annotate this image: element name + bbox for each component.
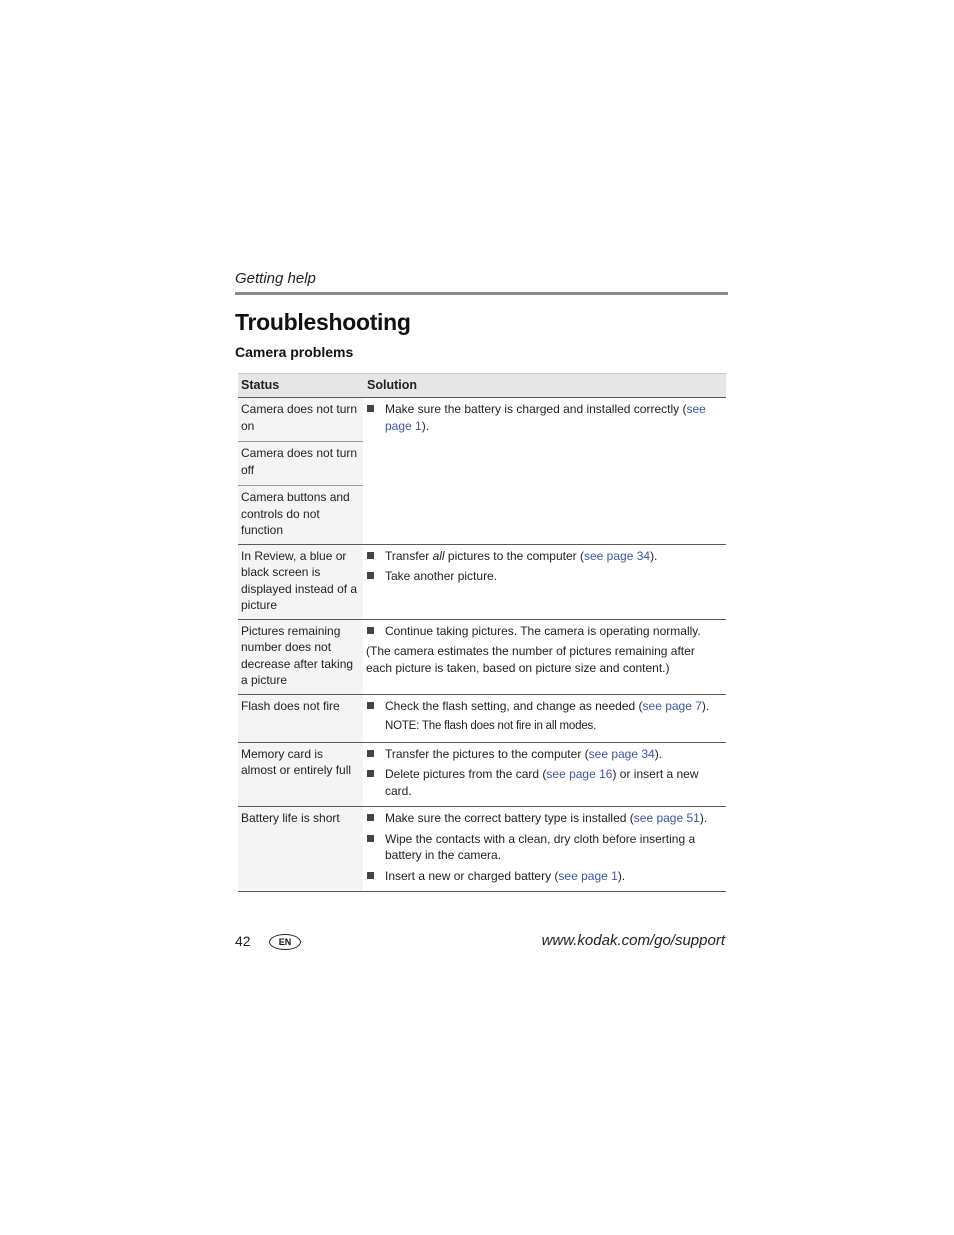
troubleshooting-table (238, 373, 726, 892)
square-bullet-icon (367, 835, 374, 842)
solution-bullet: Insert a new or charged battery (see page 1). (366, 868, 723, 885)
square-bullet-icon (367, 552, 374, 559)
page-link[interactable]: see page 1 (385, 402, 706, 433)
table-row (238, 807, 726, 892)
solution-bullet: Transfer all pictures to the computer (see page 34). (366, 548, 723, 565)
table-row (238, 619, 726, 694)
page-link[interactable]: see page 7 (642, 698, 702, 713)
solution-bullet: Transfer the pictures to the computer (see page 34). (366, 746, 723, 763)
solution-bullet: Check the flash setting, and change as needed (see page 7). (366, 698, 723, 715)
square-bullet-icon (367, 770, 374, 777)
page-link[interactable]: see page 1 (558, 868, 618, 883)
solution-cell (363, 694, 726, 742)
language-badge-icon: EN (269, 934, 301, 950)
square-bullet-icon (367, 627, 374, 634)
page-link[interactable]: see page 16 (546, 767, 613, 781)
support-url[interactable]: www.kodak.com/go/support (541, 932, 725, 949)
solution-bullet: Wipe the contacts with a clean, dry cloth before inserting a battery in the camera. (366, 831, 723, 864)
page-number: 42 (235, 933, 251, 949)
status-cell: Memory card is almost or entirely full (238, 742, 363, 807)
solution-bullet: Delete pictures from the card (see page 16) or insert a new card. (366, 766, 723, 799)
status-cell: Camera buttons and controls do not function (238, 486, 363, 545)
page-title: Troubleshooting (235, 309, 411, 335)
solution-bullet: Make sure the correct battery type is installed (see page 51). (366, 810, 723, 827)
status-cell: Flash does not fire (238, 694, 363, 742)
status-cell: In Review, a blue or black screen is displayed instead of a picture (238, 544, 363, 619)
square-bullet-icon (367, 702, 374, 709)
table-row (238, 398, 726, 442)
status-column-header: Status (238, 374, 363, 398)
square-bullet-icon (367, 405, 374, 412)
status-cell: Camera does not turn off (238, 442, 363, 486)
page-link[interactable]: see page 34 (584, 548, 651, 563)
solution-bullet: Make sure the battery is charged and installed correctly (see page 1). (366, 401, 723, 434)
solution-cell (363, 398, 726, 545)
square-bullet-icon (367, 872, 374, 879)
solution-cell (363, 619, 726, 694)
solution-cell (363, 807, 726, 892)
solution-paragraph: (The camera estimates the number of pictures remaining after each picture is taken, based on picture size and content.) (366, 644, 695, 675)
solution-cell (363, 544, 726, 619)
page-link[interactable]: see page 51 (633, 811, 700, 825)
status-cell: Camera does not turn on (238, 398, 363, 442)
table-header-row (238, 374, 726, 398)
square-bullet-icon (367, 572, 374, 579)
table-row (238, 694, 726, 742)
running-header: Getting help (235, 270, 316, 287)
solution-bullet: Take another picture. (366, 568, 723, 585)
solution-cell (363, 742, 726, 807)
table-row (238, 742, 726, 807)
solution-bullet: Continue taking pictures. The camera is operating normally. (366, 623, 723, 640)
header-rule (235, 292, 728, 295)
solution-column-header: Solution (363, 374, 726, 398)
square-bullet-icon (367, 814, 374, 821)
page-link[interactable]: see page 34 (588, 746, 655, 761)
table-row (238, 544, 726, 619)
section-title: Camera problems (235, 344, 354, 360)
status-cell: Battery life is short (238, 807, 363, 892)
status-cell: Pictures remaining number does not decrease after taking a picture (238, 619, 363, 694)
flash-note: NOTE: The flash does not fire in all modes. (385, 720, 597, 732)
square-bullet-icon (367, 750, 374, 757)
